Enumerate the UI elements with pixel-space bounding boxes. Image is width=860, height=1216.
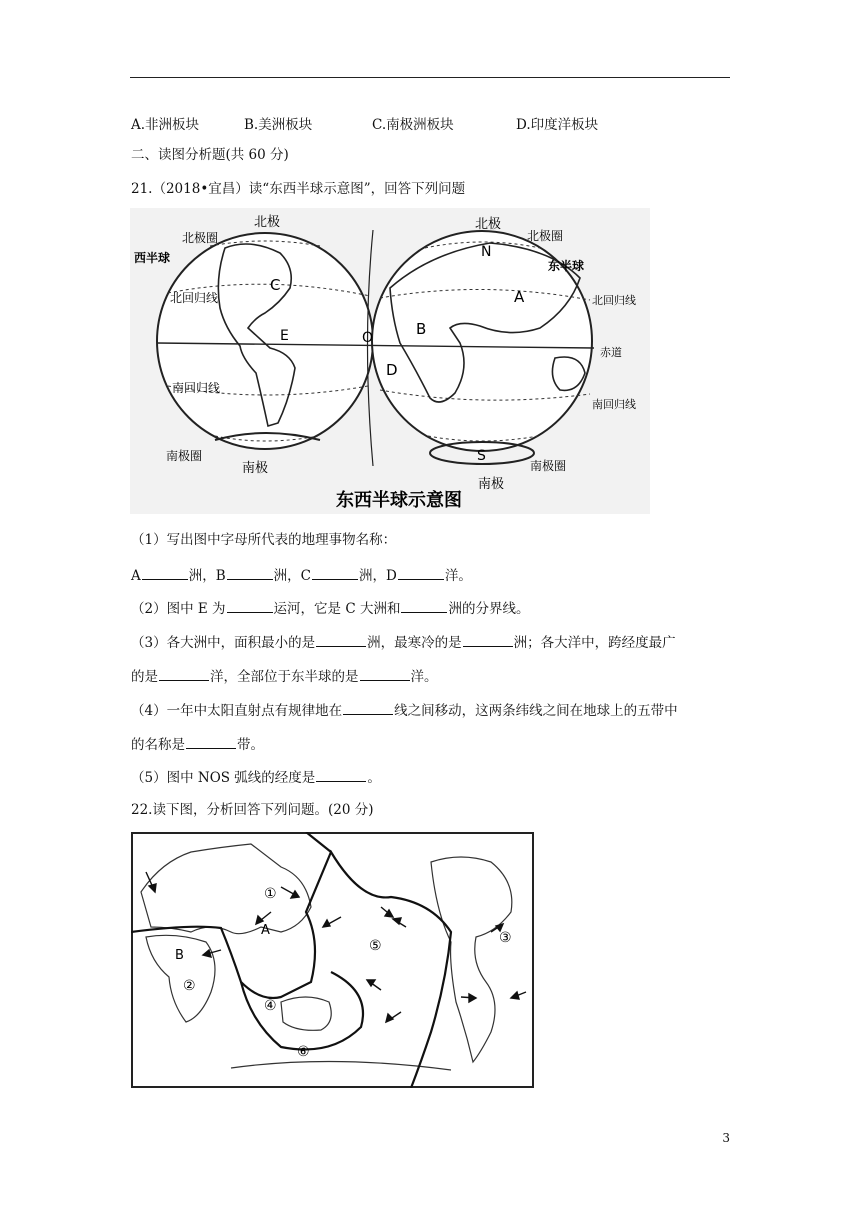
plate-5-label: ⑤ <box>369 938 382 954</box>
blank-continent-boundary[interactable] <box>401 598 447 613</box>
q21-sub2: （2）图中 E 为 运河，它是 C 大洲和 洲的分界线。 <box>131 598 529 618</box>
blank-b[interactable] <box>227 565 273 580</box>
blank-a[interactable] <box>142 565 188 580</box>
header-rule <box>130 77 730 78</box>
letter-b: B <box>416 320 427 338</box>
blank-nos-longitude[interactable] <box>316 767 366 782</box>
plate-map-figure <box>131 832 534 1088</box>
section-title: 二、读图分析题(共 60 分) <box>131 147 289 163</box>
q21-sub4b: 的名称是 带。 <box>131 734 264 754</box>
blank-eastern-ocean[interactable] <box>360 666 410 681</box>
west-tropic-capricorn-label: 南回归线 <box>172 381 221 395</box>
plate-2-label: ② <box>183 978 196 994</box>
blank-tropics[interactable] <box>343 700 393 715</box>
east-tropic-capricorn-label: 南回归线 <box>592 398 636 411</box>
blank-e-canal[interactable] <box>227 598 273 613</box>
q21-sub1-title: （1）写出图中字母所代表的地理事物名称： <box>131 532 397 548</box>
blank-widest-ocean[interactable] <box>159 666 209 681</box>
q21-sub3: （3）各大洲中，面积最小的是 洲，最寒冷的是 洲；各大洋中，跨经度最广 <box>131 632 676 652</box>
plate-1-label: ① <box>264 886 277 902</box>
q21-sub5: （5）图中 NOS 弧线的经度是 。 <box>131 767 381 787</box>
letter-e: E <box>280 328 289 344</box>
q21-sub1-line: A 洲，B 洲，C 洲，D 洋。 <box>131 565 472 585</box>
question-22-stem: 22.读下图，分析回答下列问题。(20 分) <box>131 802 374 818</box>
blank-d[interactable] <box>398 565 444 580</box>
east-arctic-label: 北极圈 <box>527 229 564 243</box>
point-a-label: A <box>261 923 270 938</box>
western-hemisphere <box>157 233 373 449</box>
west-hemisphere-label: 西半球 <box>134 251 171 265</box>
letter-o: O <box>362 330 374 346</box>
west-antarctic-label: 南极圈 <box>166 449 203 463</box>
q21-sub3b: 的是 洋，全部位于东半球的是 洋。 <box>131 666 438 686</box>
letter-s: S <box>477 448 486 464</box>
plate-6-label: ⑥ <box>297 1044 310 1060</box>
letter-d: D <box>386 361 398 379</box>
option-b: B.美洲板块 <box>244 117 313 133</box>
blank-zone[interactable] <box>186 734 236 749</box>
east-tropic-cancer-label: 北回归线 <box>592 294 636 307</box>
option-c: C.南极洲板块 <box>372 117 454 133</box>
letter-a: A <box>514 288 525 306</box>
option-a: A.非洲板块 <box>131 117 200 133</box>
west-arctic-label: 北极圈 <box>182 231 219 245</box>
west-north-pole: 北极 <box>254 215 281 230</box>
east-hemisphere-label: 东半球 <box>548 259 585 273</box>
plate-3-label: ③ <box>499 930 512 946</box>
q21-sub4: （4）一年中太阳直射点有规律地在 线之间移动，这两条纬线之间在地球上的五带中 <box>131 700 678 720</box>
hemispheres-figure <box>130 208 650 514</box>
page-number: 3 <box>722 1131 730 1145</box>
question-21-stem: 21.（2018•宜昌）读“东西半球示意图”，回答下列问题 <box>131 181 466 197</box>
blank-c[interactable] <box>312 565 358 580</box>
letter-c: C <box>270 276 281 294</box>
east-north-pole: 北极 <box>475 217 502 232</box>
east-south-pole: 南极 <box>478 477 505 492</box>
blank-coldest-continent[interactable] <box>463 632 513 647</box>
blank-smallest-continent[interactable] <box>316 632 366 647</box>
point-b-label: B <box>175 948 184 963</box>
east-equator-label: 赤道 <box>600 346 622 359</box>
west-tropic-cancer-label: 北回归线 <box>170 291 219 305</box>
figure-caption: 东西半球示意图 <box>336 490 462 511</box>
letter-n: N <box>481 244 492 260</box>
west-south-pole: 南极 <box>242 461 269 476</box>
plate-4-label: ④ <box>264 998 277 1014</box>
east-antarctic-label: 南极圈 <box>530 459 567 473</box>
option-d: D.印度洋板块 <box>516 117 599 133</box>
map-frame <box>132 833 533 1087</box>
